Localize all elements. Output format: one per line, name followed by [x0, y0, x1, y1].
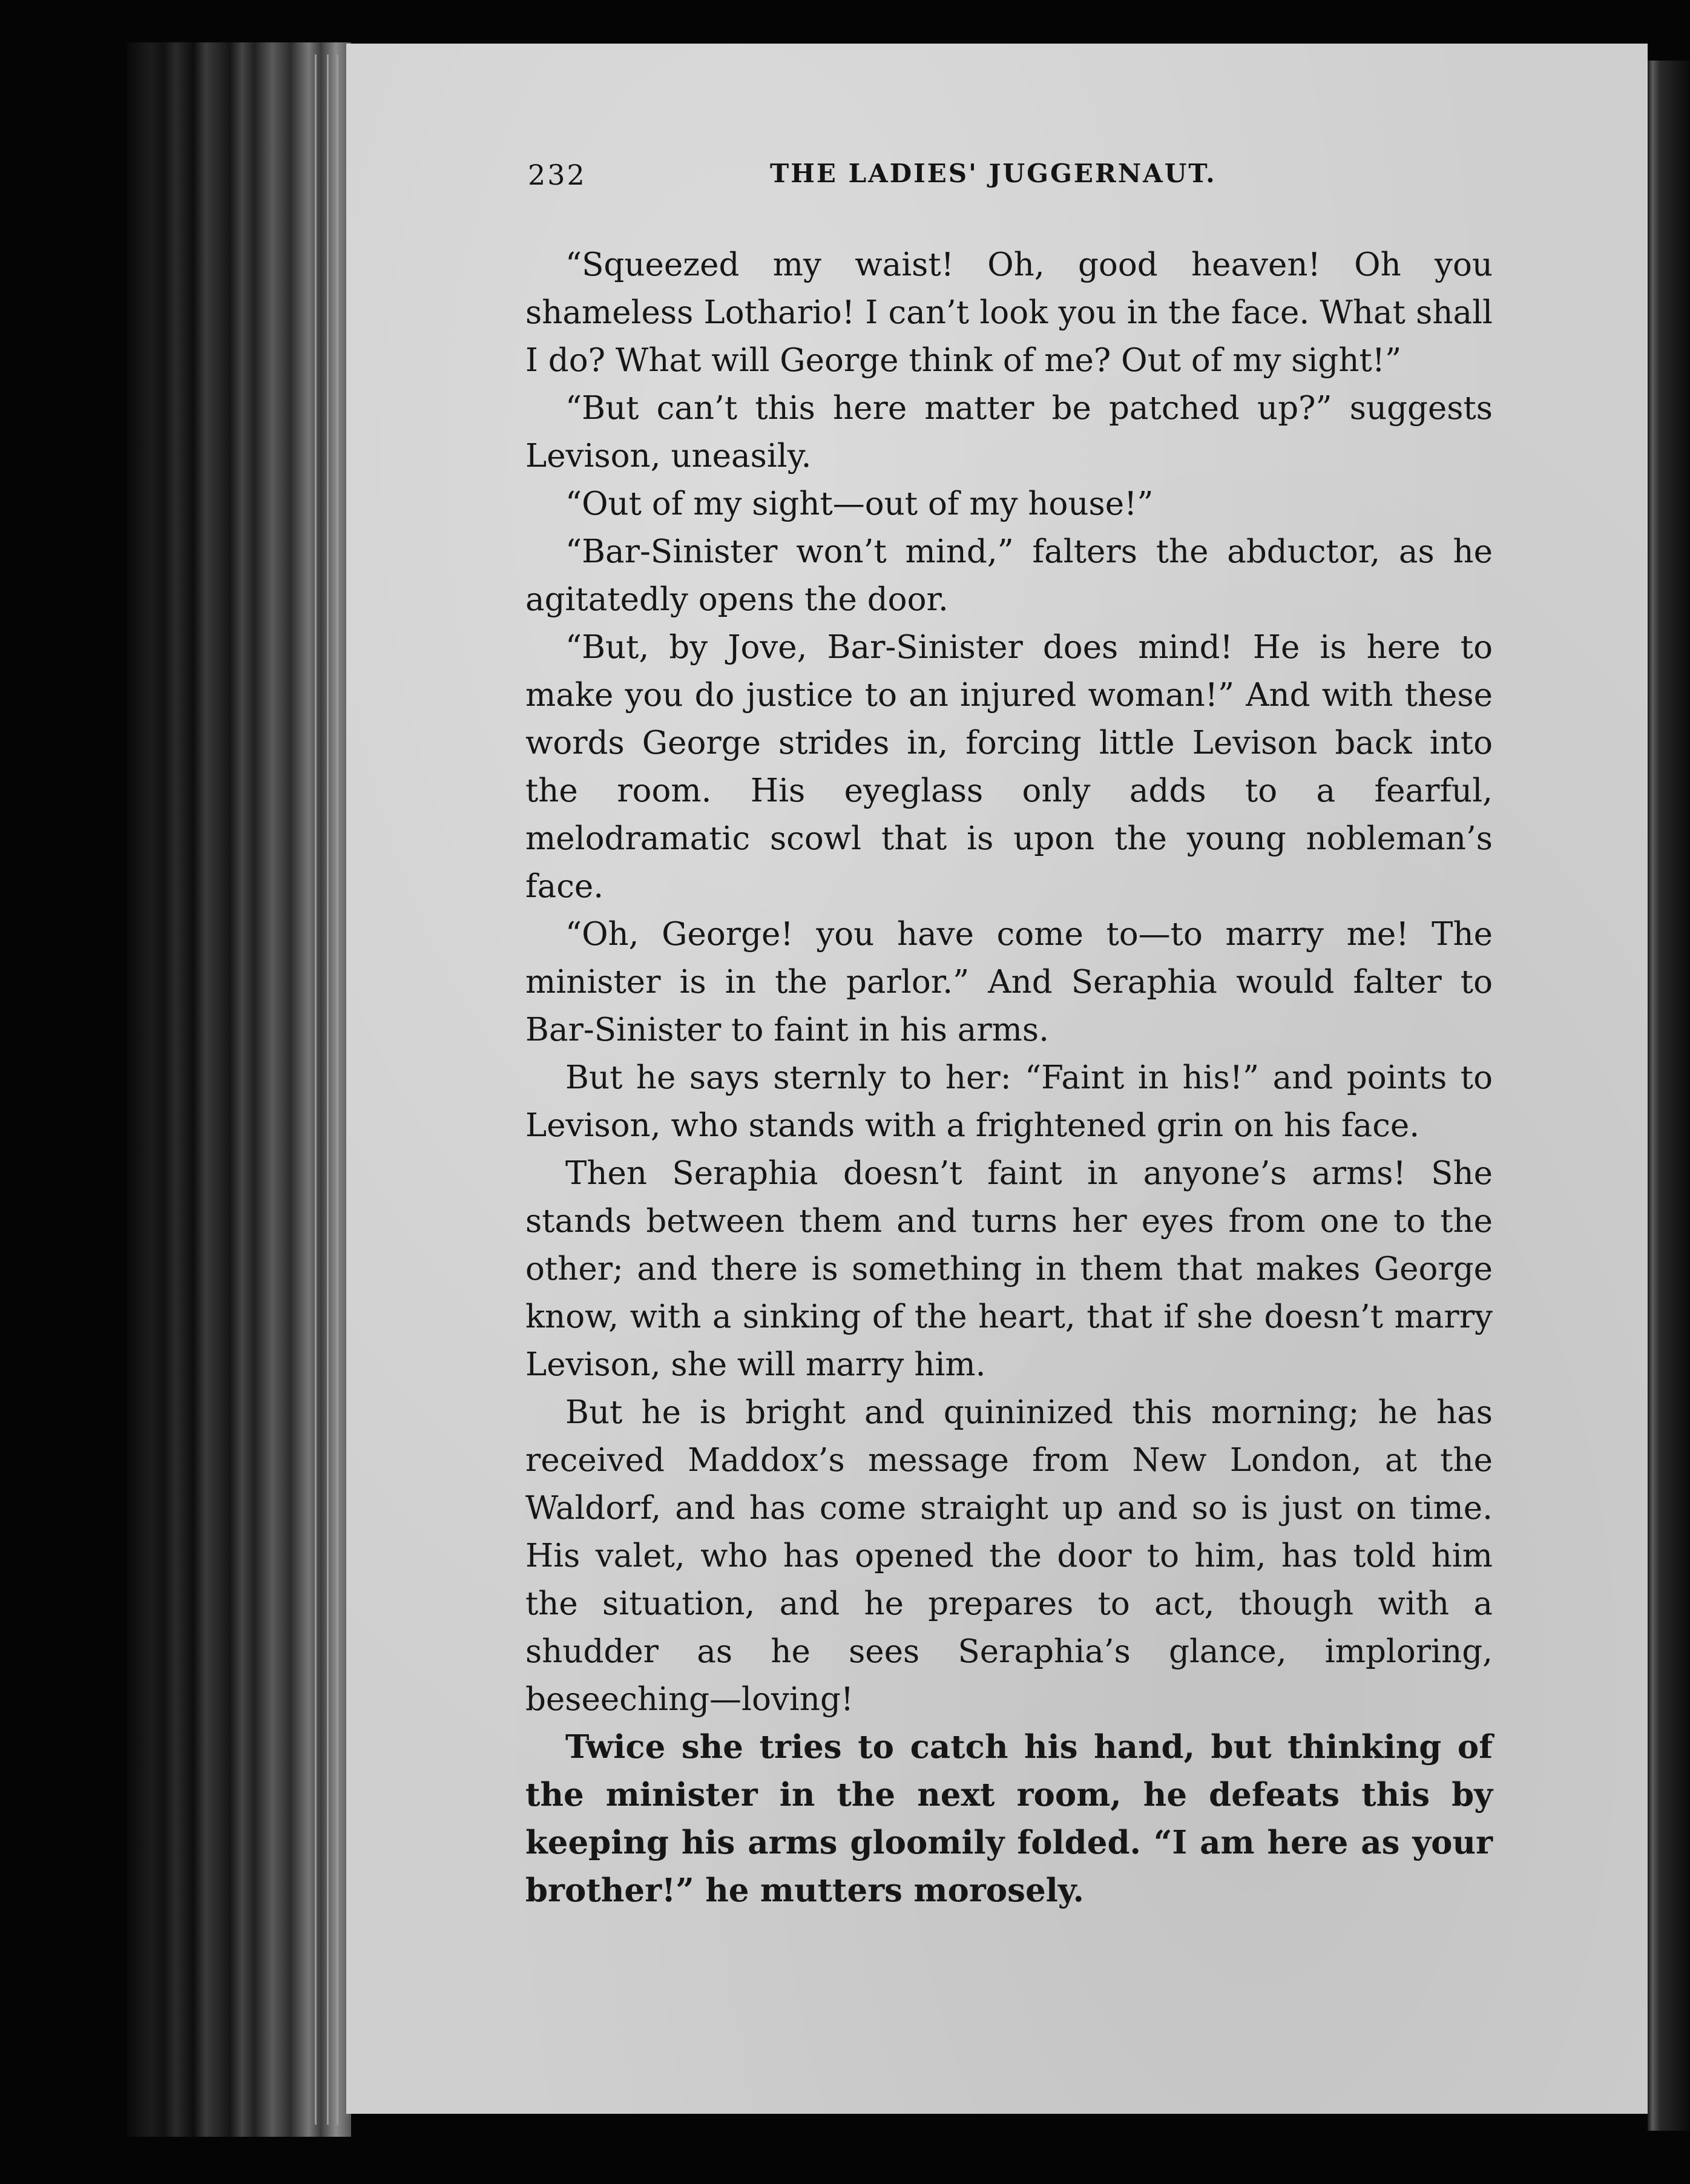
paragraph: “Squeezed my waist! Oh, good heaven! Oh you shameless Lothario! I can’t look you in the face. What shall I do? What will George think of me? Out of my sight!”	[525, 246, 1493, 379]
paragraph: Twice she tries to catch his hand, but thinking of the minister in the next room, he defeats this by keeping his arms gloomily folded. “I am here as your brother!” he mutters morosely.	[525, 1728, 1493, 1909]
running-title: THE LADIES' JUGGERNAUT.	[770, 159, 1217, 188]
paragraph: “Bar-Sinister won’t mind,” falters the abductor, as he agitatedly opens the door.	[525, 533, 1493, 618]
page-edge-line	[337, 54, 338, 2125]
paragraph: But he says sternly to her: “Faint in his!” and points to Levison, who stands with a frightened grin on his face.	[525, 1059, 1493, 1144]
page-edge-line	[327, 54, 329, 2125]
page-number: 232	[528, 159, 587, 191]
paragraph: “But can’t this here matter be patched up?” suggests Levison, uneasily.	[525, 390, 1493, 475]
paragraph: But he is bright and quininized this morning; he has received Maddox’s message from New London, at the Waldorf, and has come straight up and so is just on time. His valet, who has opened the door to him, has told him the situation, and he prepares to act, though with a shudder as he sees Seraphia’s glance, imploring, beseeching—loving!	[525, 1394, 1493, 1718]
book-binding	[127, 42, 351, 2137]
page-edge-line	[315, 54, 317, 2125]
running-head	[528, 159, 1406, 207]
paragraph: “Oh, George! you have come to—to marry me! The minister is in the parlor.” And Seraphia would falter to Bar-Sinister to faint in his arms.	[525, 916, 1493, 1048]
paragraph: Then Seraphia doesn’t faint in anyone’s arms! She stands between them and turns her eyes from one to the other; and there is something in them that makes George know, with a sinking of the heart, that if she doesn’t marry Levison, she will marry him.	[525, 1155, 1493, 1383]
next-page-edge	[1648, 61, 1690, 2131]
paragraph: “Out of my sight—out of my house!”	[565, 485, 1154, 522]
paragraph: “But, by Jove, Bar-Sinister does mind! He is here to make you do justice to an injured woman!” And with these words George strides in, forcing little Levison back into the room. His eyeglass only adds to a fearful, melodramatic scowl that is upon the young nobleman’s face.	[525, 629, 1493, 905]
body-text	[525, 241, 1493, 1915]
